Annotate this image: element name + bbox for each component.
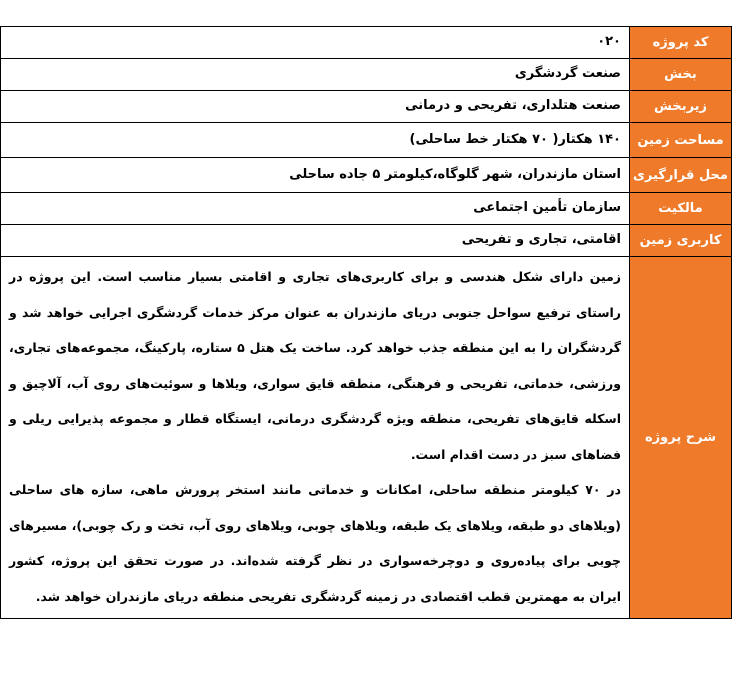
- table-row-subsector: [1, 91, 732, 123]
- value-sector: صنعت گردشگری: [1, 59, 630, 91]
- label-ownership: مالکیت: [630, 193, 732, 225]
- table-row-land-area: [1, 123, 732, 158]
- value-subsector: صنعت هتلداری، تفریحی و درمانی: [1, 91, 630, 123]
- label-project-code: کد پروژه: [630, 27, 732, 59]
- project-sheet: [9, 26, 732, 619]
- value-project-code: ۰۲۰: [1, 27, 630, 59]
- value-land-use: اقامتی، تجاری و تفریحی: [1, 225, 630, 257]
- description-paragraph-2: در ۷۰ کیلومتر منطقه ساحلی، امکانات و خدماتی مانند استخر پرورش ماهی، سازه های ساحلی (ویلاهای دو طبقه، ویلاهای یک طبقه، ویلاهای چوبی، ویلاهای روی آب، تخت و رک چوبی)، مسیرهای چوبی برای پیاده‌روی و دوچرخه‌سواری در نظر گرفته شده‌اند. در صورت تحقق این پروژه، کشور ایران به مهمترین قطب اقتصادی در زمینه گردشگری تفریحی منطقه دریای مازندران خواهد شد.: [9, 482, 621, 604]
- table-row-sector: [1, 59, 732, 91]
- value-land-area: ۱۴۰ هکتار( ۷۰ هکتار خط ساحلی): [1, 123, 630, 158]
- label-location: محل قرارگیری: [630, 158, 732, 193]
- label-project-description: شرح پروژه: [630, 257, 732, 619]
- project-info-table: [0, 26, 732, 619]
- label-subsector: زیربخش: [630, 91, 732, 123]
- table-row-land-use: [1, 225, 732, 257]
- label-sector: بخش: [630, 59, 732, 91]
- label-land-area: مساحت زمین: [630, 123, 732, 158]
- table-row-description: [1, 257, 732, 619]
- value-location: استان مازندران، شهر گلوگاه،کیلومتر ۵ جاده ساحلی: [1, 158, 630, 193]
- table-row-code: [1, 27, 732, 59]
- table-row-ownership: [1, 193, 732, 225]
- project-description-cell: [1, 257, 630, 619]
- description-paragraph-1: زمین دارای شکل هندسی و برای کاربری‌های تجاری و اقامتی بسیار مناسب است. این پروژه در راستای ترفیع سواحل جنوبی دریای مازندران به عنوان مرکز خدمات گردشگری اجرایی خواهد شد و گردشگران را به این منطقه جذب خواهد کرد. ساخت یک هتل ۵ ستاره، پارکینگ، مجموعه‌های تجاری، ورزشی، خدماتی، تفریحی و فرهنگی، منطقه قایق سواری، ویلاها و سوئیت‌های روی آب، آلاچیق و اسکله قایق‌های تفریحی، منطقه ویژه گردشگری درمانی، ایستگاه قطار و مجموعه پذیرایی ریلی و فضاهای سبز در دست اقدام است.: [9, 269, 621, 462]
- label-land-use: کاربری زمین: [630, 225, 732, 257]
- value-ownership: سازمان تأمین اجتماعی: [1, 193, 630, 225]
- table-row-location: [1, 158, 732, 193]
